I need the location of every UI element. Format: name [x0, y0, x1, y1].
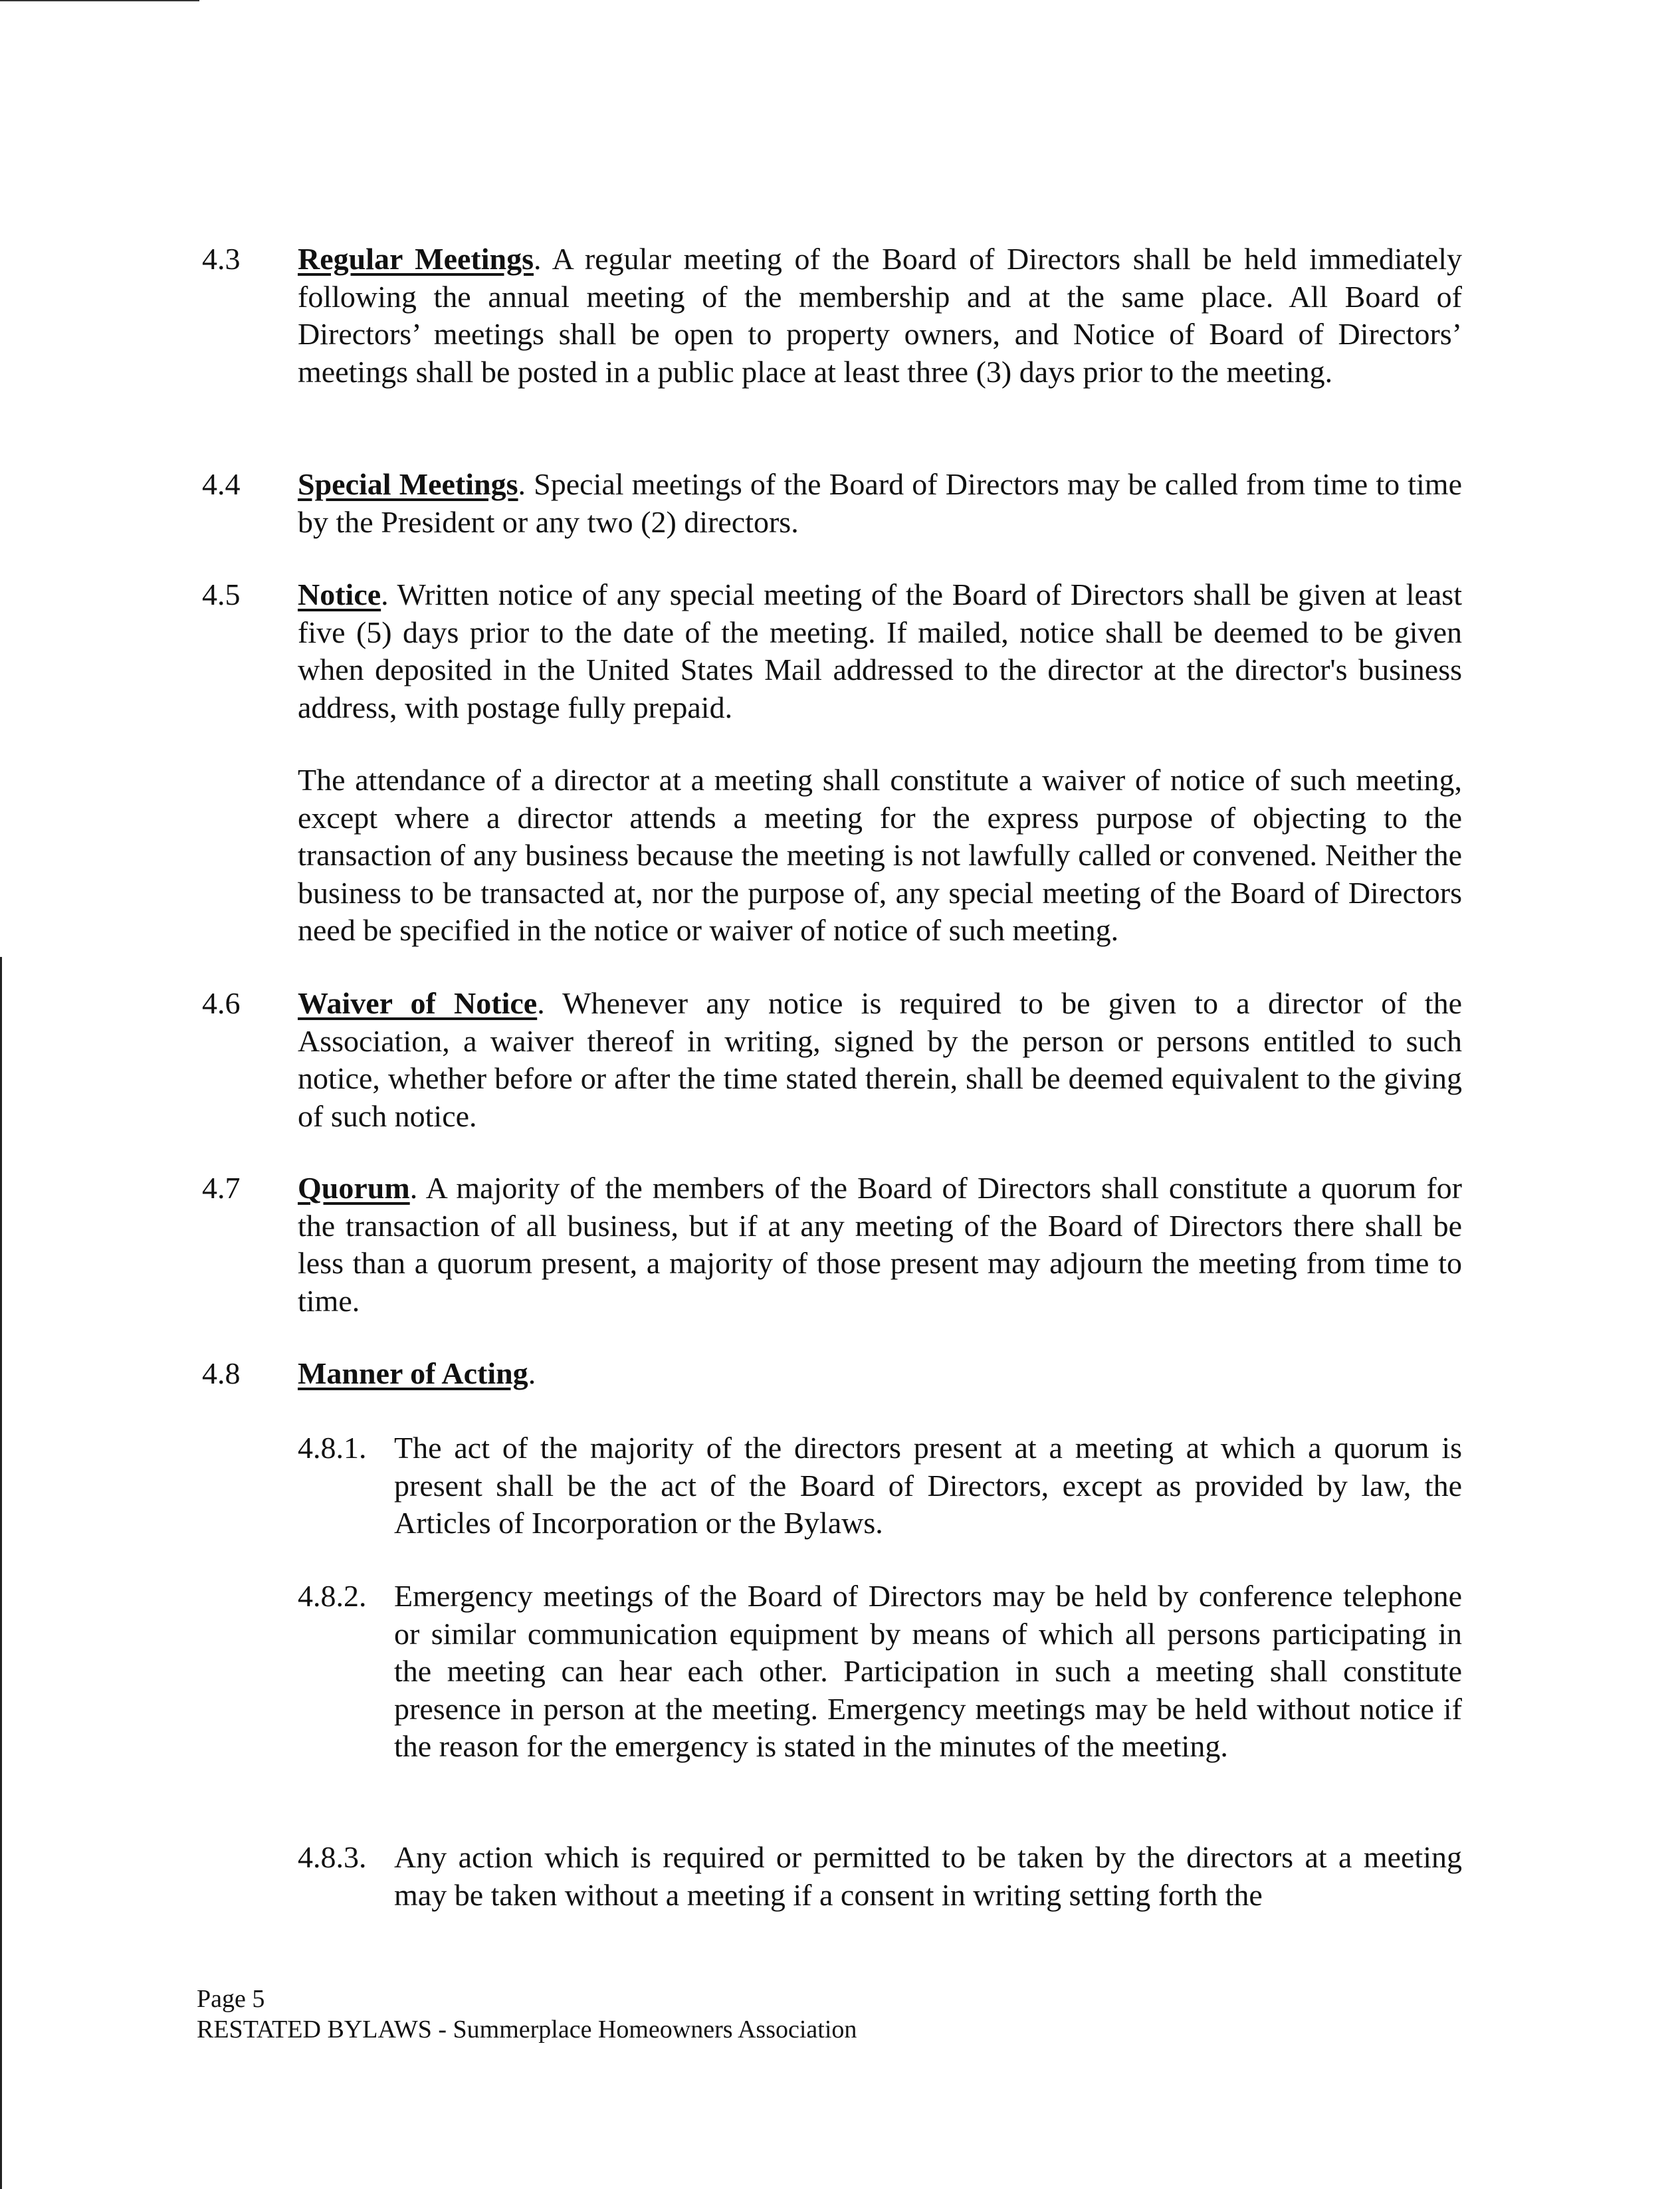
section-4-5-paragraph-2: The attendance of a director at a meeting shall constitute a waiver of notice of such meeting, except where a director attends a meeting for the express purpose of objecting to the transaction of any business because the meeting is not lawfully called or convened. Neither the business to be transacted at, nor the purpose of, any special meeting of the Board of Directors need be specified in the notice or waiver of notice of such meeting.	[298, 763, 1462, 947]
section-number: 4.8	[202, 1356, 241, 1390]
section-number: 4.6	[202, 986, 241, 1020]
section-text: . Special meetings of the Board of Directors may be called from time to time by the President or any two (2) directors.	[298, 467, 1462, 539]
page-number: Page 5	[197, 1985, 265, 2013]
section-heading: Waiver of Notice	[298, 986, 538, 1020]
scan-top-mark	[0, 0, 199, 1]
section-heading: Special Meetings	[298, 467, 518, 501]
document-title: RESTATED BYLAWS - Summerplace Homeowners Association	[197, 2016, 857, 2043]
section-text: . Written notice of any special meeting of the Board of Directors shall be given at least five (5) days prior to the date of the meeting. If mailed, notice shall be deemed to be given when deposited in the United States Mail addressed to the director at the director's business address, with postage fully prepaid.	[298, 577, 1462, 724]
section-body	[298, 466, 1462, 541]
section-text: . A majority of the members of the Board of Directors shall constitute a quorum for the transaction of all business, but if at any meeting of the Board of Directors there shall be less than a quorum present, a majority of those present may adjourn the meeting from time to time.	[298, 1171, 1462, 1318]
subsection-text: The act of the majority of the directors present at a meeting at which a quorum is present shall be the act of the Board of Directors, except as provided by law, the Articles of Incorporation or the Bylaws.	[394, 1431, 1462, 1540]
subsection-number: 4.8.3.	[298, 1840, 367, 1874]
section-number: 4.7	[202, 1171, 241, 1205]
section-heading: Manner of Acting	[298, 1356, 528, 1390]
section-heading: Notice	[298, 577, 381, 611]
page-footer	[197, 1984, 857, 2045]
section-body	[298, 241, 1462, 391]
section-body	[298, 1355, 1462, 1393]
section-number: 4.4	[202, 467, 241, 501]
section-heading: Quorum	[298, 1171, 410, 1205]
section-number: 4.3	[202, 242, 241, 276]
section-text: . A regular meeting of the Board of Directors shall be held immediately following the annual meeting of the membership and at the same place. All Board of Directors’ meetings shall be open to property owners, and Notice of Board of Directors’ meetings shall be posted in a public place at least three (3) days prior to the meeting.	[298, 242, 1462, 389]
scan-left-edge	[0, 957, 2, 2189]
subsection-text: Emergency meetings of the Board of Directors may be held by conference telephone or similar communication equipment by means of which all persons participating in the meeting can hear each other. Participation in such a meeting shall constitute presence in person at the meeting. Emergency meetings may be held without notice if the reason for the emergency is stated in the minutes of the meeting.	[394, 1579, 1462, 1763]
section-body	[298, 576, 1462, 726]
section-body	[298, 1170, 1462, 1320]
subsection-text: Any action which is required or permitted to be taken by the directors at a meeting may be taken without a meeting if a consent in writing setting forth the	[394, 1840, 1462, 1912]
subsection-number: 4.8.2.	[298, 1579, 367, 1613]
section-text: . Whenever any notice is required to be given to a director of the Association, a waiver thereof in writing, signed by the person or persons entitled to such notice, whether before or after the time stated therein, shall be deemed equivalent to the giving of such notice.	[298, 986, 1462, 1133]
section-text: .	[528, 1356, 536, 1390]
section-body	[298, 985, 1462, 1135]
section-number: 4.5	[202, 577, 241, 611]
section-heading: Regular Meetings	[298, 242, 534, 276]
subsection-number: 4.8.1.	[298, 1431, 367, 1465]
